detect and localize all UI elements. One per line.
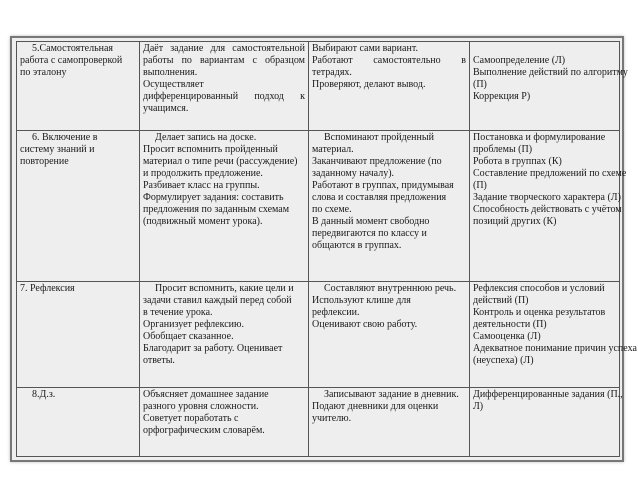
uud-cell: [470, 131, 627, 282]
cell-line: Коррекция Р): [473, 91, 531, 102]
cell-line: Способность действовать с учётом: [473, 204, 622, 215]
cell-line: Просит вспомнить пройденный: [143, 144, 278, 155]
cell-line: Самоопределение (Л): [473, 55, 566, 66]
cell-line: Благодарит за работу. Оценивает: [143, 343, 283, 354]
cell-line: Обобщает сказанное.: [143, 331, 234, 342]
cell-line: Формулирует задания: составить: [143, 192, 284, 203]
cell-line: ответы.: [143, 355, 175, 366]
cell-line: по эталону: [20, 67, 67, 78]
cell-line: Организует рефлексию.: [143, 319, 244, 330]
cell-line: Задание творческого характера (Л): [473, 192, 621, 203]
cell-line: проблемы (П): [473, 144, 533, 155]
table-row: [17, 131, 620, 282]
cell-line: задачи ставил каждый перед собой: [143, 295, 292, 306]
cell-line: повторение: [20, 156, 69, 167]
cell-line: орфографическим словарём.: [143, 425, 265, 436]
cell-line: выполнения.: [143, 67, 198, 78]
table-row: [17, 42, 620, 131]
table-row: [17, 388, 620, 457]
stage-cell: [17, 131, 140, 282]
teacher-cell: [140, 282, 309, 388]
cell-line: материал.: [312, 144, 354, 155]
cell-line: Осуществляет: [143, 79, 204, 90]
cell-line: и продолжить предложение.: [143, 168, 263, 179]
cell-line: материал о типе речи (рассуждение): [143, 156, 298, 167]
cell-line: Заканчивают предложение (по: [312, 156, 442, 167]
table-row: [17, 282, 620, 388]
stage-cell: [17, 42, 140, 131]
cell-line: Работают самостоятельно в: [312, 55, 466, 66]
uud-cell: [470, 282, 637, 388]
students-cell: [309, 282, 470, 388]
cell-line: Выполнение действий по алгоритму: [473, 67, 628, 78]
cell-line: в течение урока.: [143, 307, 213, 318]
uud-cell: [470, 42, 628, 131]
cell-line: систему знаний и: [20, 144, 95, 155]
cell-line: работы по вариантам с образцом: [143, 55, 305, 66]
cell-line: Самооценка (Л): [473, 331, 541, 342]
cell-line: Подают дневники для оценки: [312, 401, 439, 412]
cell-line: Делает запись на доске.: [155, 132, 257, 143]
cell-line: Адекватное понимание причин успеха: [473, 343, 637, 354]
cell-line: Контроль и оценка результатов: [473, 307, 606, 318]
cell-line: Составляют внутреннюю речь.: [324, 283, 457, 294]
slide-frame: [10, 36, 637, 462]
cell-line: предложения по заданным схемам: [143, 204, 290, 215]
lesson-plan-table: [16, 41, 637, 457]
cell-line: (подвижный момент урока).: [143, 216, 263, 227]
cell-line: Робота в группах (К): [473, 156, 562, 167]
uud-cell: [470, 388, 623, 457]
cell-line: Даёт задание для самостоятельной: [143, 43, 305, 54]
cell-line: действий (П): [473, 295, 529, 306]
students-cell: [309, 42, 470, 131]
cell-line: деятельности (П): [473, 319, 547, 330]
cell-line: 5.Самостоятельная: [32, 43, 114, 54]
cell-line: В данный момент свободно: [312, 216, 430, 227]
cell-line: Л): [473, 401, 484, 412]
cell-line: Работают в группах, придумывая: [312, 180, 454, 191]
teacher-cell: [140, 388, 309, 457]
cell-line: (П): [473, 180, 487, 191]
cell-line: Вспоминают пройденный: [324, 132, 434, 143]
cell-line: по схеме.: [312, 204, 352, 215]
cell-line: Дифференцированные задания (П.,: [473, 389, 623, 400]
cell-line: Проверяют, делают вывод.: [312, 79, 426, 90]
teacher-cell: [140, 131, 309, 282]
cell-line: слова и составляя предложения: [312, 192, 447, 203]
cell-line: Объясняет домашнее задание: [143, 389, 269, 400]
cell-line: учителю.: [312, 413, 352, 424]
students-cell: [309, 388, 470, 457]
cell-line: работа с самопроверкой: [20, 55, 123, 66]
cell-line: Составление предложений по схеме: [473, 168, 627, 179]
cell-line: 6. Включение в: [32, 132, 98, 143]
cell-line: рефлексии.: [312, 307, 360, 318]
cell-line: Разбивает класс на группы.: [143, 180, 260, 191]
cell-line: разного уровня сложности.: [143, 401, 259, 412]
cell-line: общаются в группах.: [312, 240, 402, 251]
cell-line: Выбирают сами вариант.: [312, 43, 418, 54]
cell-line: тетрадях.: [312, 67, 352, 78]
cell-line: заданному началу).: [312, 168, 395, 179]
cell-line: учащимся.: [143, 103, 189, 114]
cell-line: Рефлексия способов и условий: [473, 283, 605, 294]
cell-line: (неуспеха) (Л): [473, 355, 534, 366]
cell-line: Просит вспомнить, какие цели и: [155, 283, 294, 294]
cell-line: позиций других (К): [473, 216, 557, 227]
cell-line: Оценивают свою работу.: [312, 319, 418, 330]
cell-line: передвигаются по классу и: [312, 228, 427, 239]
cell-line: Используют клише для: [312, 295, 411, 306]
cell-line: 7. Рефлексия: [20, 283, 75, 294]
teacher-cell: [140, 42, 309, 131]
stage-cell: [17, 282, 140, 388]
cell-line: Записывают задание в дневник.: [324, 389, 459, 400]
students-cell: [309, 131, 470, 282]
stage-cell: [17, 388, 140, 457]
cell-line: Постановка и формулирование: [473, 132, 606, 143]
cell-line: дифференцированный подход к: [143, 91, 305, 102]
cell-line: (П): [473, 79, 487, 90]
cell-line: Советует поработать с: [143, 413, 239, 424]
cell-line: 8.Д.з.: [32, 389, 56, 400]
